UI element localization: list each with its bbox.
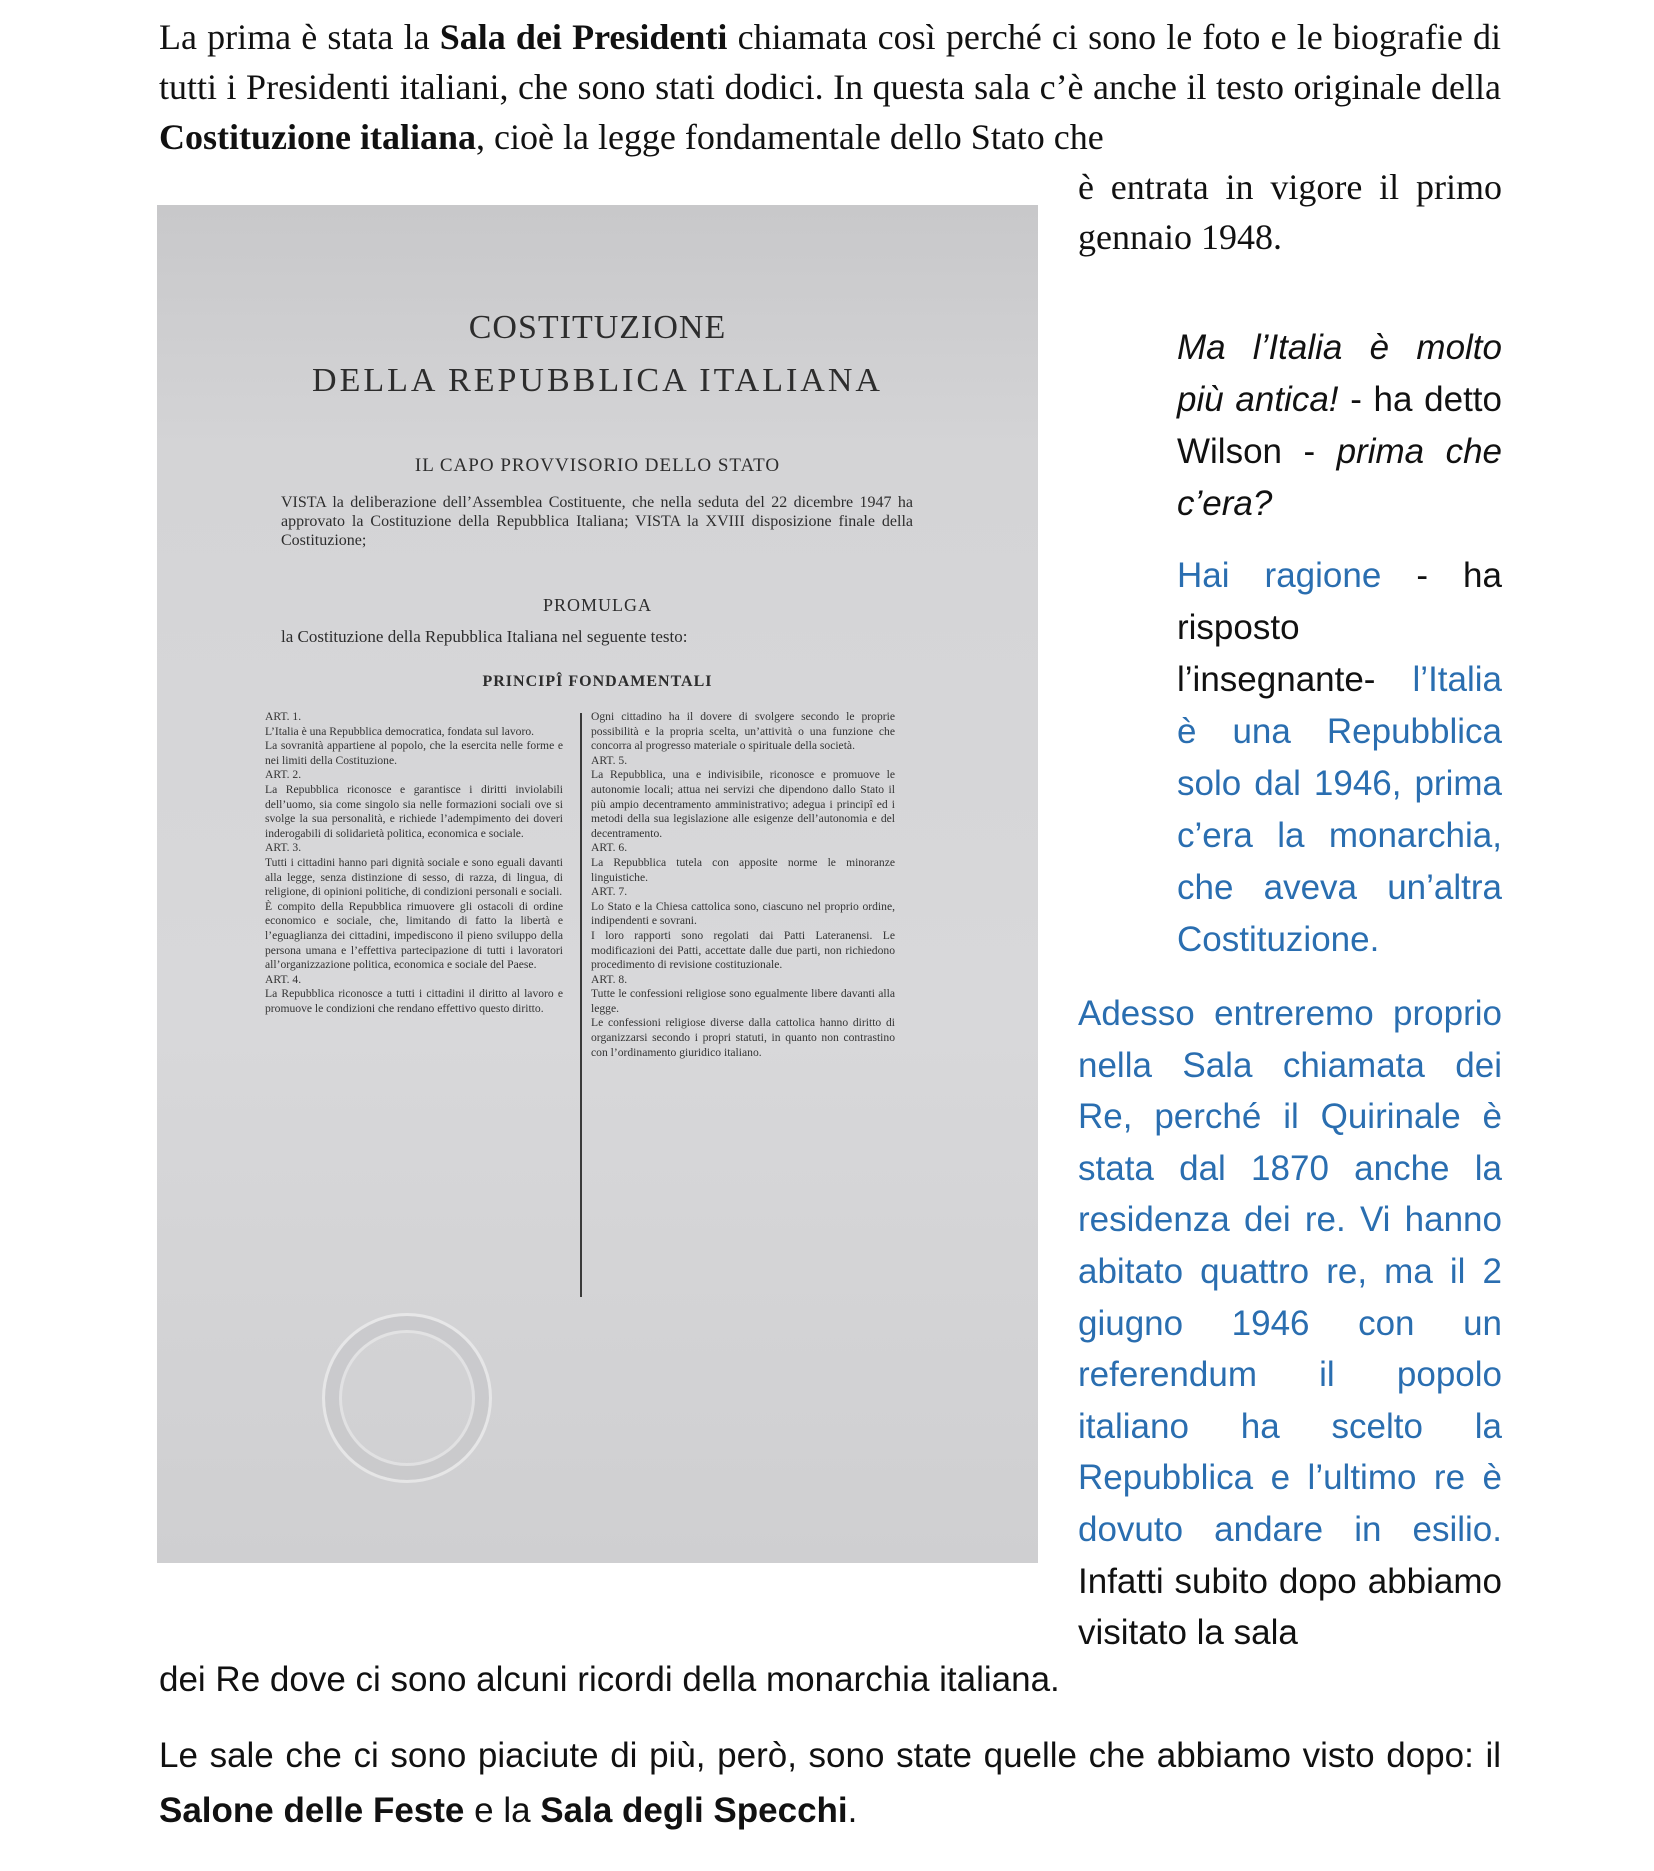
- document-column-divider: [580, 713, 582, 1297]
- document-capo-heading: IL CAPO PROVVISORIO DELLO STATO: [414, 455, 781, 476]
- document-testo-line: la Costituzione della Repubblica Italiana nel seguente testo:: [281, 627, 688, 646]
- sala-presidenti-bold: Sala dei Presidenti: [439, 17, 728, 57]
- sala-dei-re-paragraph: Adesso entreremo proprio nella Sala chiamata dei Re, perché il Quirinale è stata dal 1870 anche la residenza dei re. Vi hanno abitato quattro re, ma il 2 giugno 1946 con un referendum il popolo italiano ha scelto la Repubblica e l’ultimo re è dovuto andare in esilio. Infatti subito dopo abbiamo visitato la sala: [1078, 994, 1502, 1653]
- sala-dei-re-paragraph-tail: dei Re dove ci sono alcuni ricordi della monarchia italiana.: [159, 1660, 1060, 1699]
- sala-specchi-bold: Sala degli Specchi: [540, 1791, 848, 1830]
- document-articles-left-column: ART. 1. L’Italia è una Repubblica democratica, fondata sul lavoro. La sovranità appartiene al popolo, che la esercita nelle forme e nei limiti della Costituzione. ART. 2. La Repubblica riconosce e garantisce i diritti inviolabili dell’uomo, sia come singolo sia nelle formazioni sociali ove si svolge la sua personalità, e richiede l’adempimento dei doveri inderogabili di solidarietà politica, economica e sociale. ART. 3. Tutti i cittadini hanno pari dignità sociale e sono eguali davanti alla legge, senza distinzione di sesso, di razza, di lingua, di religione, di opinioni politiche, di condizioni personali e sociali. È compito della Repubblica rimuovere gli ostacoli di ordine economico e sociale, che, limitando di fatto la libertà e l’eguaglianza dei cittadini, impediscono il pieno sviluppo della persona umana e l’effettiva partecipazione di tutti i lavoratori all’organizzazione politica, economica e sociale del Paese. ART. 4. La Repubblica riconosce a tutti i cittadini il diritto al lavoro e promuove le condizioni che rendano effettivo questo diritto.: [265, 710, 563, 1015]
- document-promulga: PROMULGA: [542, 595, 652, 615]
- teacher-answer: Hai ragione - ha risposto l’insegnante- l’Italia è una Repubblica solo dal 1946, prima c’era la monarchia, che aveva un’altra Costituzione.: [1177, 556, 1502, 959]
- costituzione-bold: Costituzione italiana: [159, 117, 477, 157]
- closing-paragraph: Le sale che ci sono piaciute di più, però, sono state quelle che abbiamo visto dopo: il Salone delle Feste e la Sala degli Specchi.: [159, 1736, 1501, 1830]
- document-title-line2: DELLA REPUBBLICA ITALIANA: [312, 362, 883, 399]
- salone-feste-bold: Salone delle Feste: [159, 1791, 465, 1830]
- intro-paragraph: La prima è stata la Sala dei Presidenti chiamata così perché ci sono le foto e le biografie di tutti i Presidenti italiani, che sono stati dodici. In questa sala c’è anche il testo originale della Costituzione italiana, cioè la legge fondamentale dello Stato che: [159, 17, 1501, 157]
- wilson-question: Ma l’Italia è molto più antica! - ha detto Wilson - prima che c’era?: [1177, 328, 1502, 523]
- embossed-seal-icon: [322, 1313, 492, 1483]
- document-title-line1: COSTITUZIONE: [468, 309, 727, 346]
- document-articles-right-column: Ogni cittadino ha il dovere di svolgere secondo le proprie possibilità e la propria scelta, un’attività o una funzione che concorra al progresso materiale o spirituale della società. ART. 5. La Repubblica, una e indivisibile, riconosce e promuove le autonomie locali; attua nei servizi che dipendono dallo Stato il più ampio decentramento amministrativo; adegua i principî ed i metodi della sua legislazione alle esigenze dell’autonomia e del decentramento. ART. 6. La Repubblica tutela con apposite norme le minoranze linguistiche. ART. 7. Lo Stato e la Chiesa cattolica sono, ciascuno nel proprio ordine, indipendenti e sovrani. I loro rapporti sono regolati dai Patti Lateranensi. Le modificazioni dei Patti, accettate dalle due parti, non richiedono procedimento di revisione costituzionale. ART. 8. Tutte le confessioni religiose sono egualmente libere davanti alla legge. Le confessioni religiose diverse dalla cattolica hanno diritto di organizzarsi secondo i propri statuti, in quanto non contrastino con l’ordinamento giuridico italiano.: [591, 710, 895, 1059]
- document-principi-heading: PRINCIPÎ FONDAMENTALI: [482, 673, 713, 690]
- document-vista-text: VISTA la deliberazione dell’Assemblea Costituente, che nella seduta del 22 dicembre 1947 ha approvato la Costituzione della Repubblica Italiana; VISTA la XVIII disposizione finale della Costituzione;: [281, 494, 913, 549]
- costituzione-document-image: [157, 205, 1038, 1563]
- intro-paragraph-tail: è entrata in vigore il primo gennaio 1948.: [1078, 167, 1502, 257]
